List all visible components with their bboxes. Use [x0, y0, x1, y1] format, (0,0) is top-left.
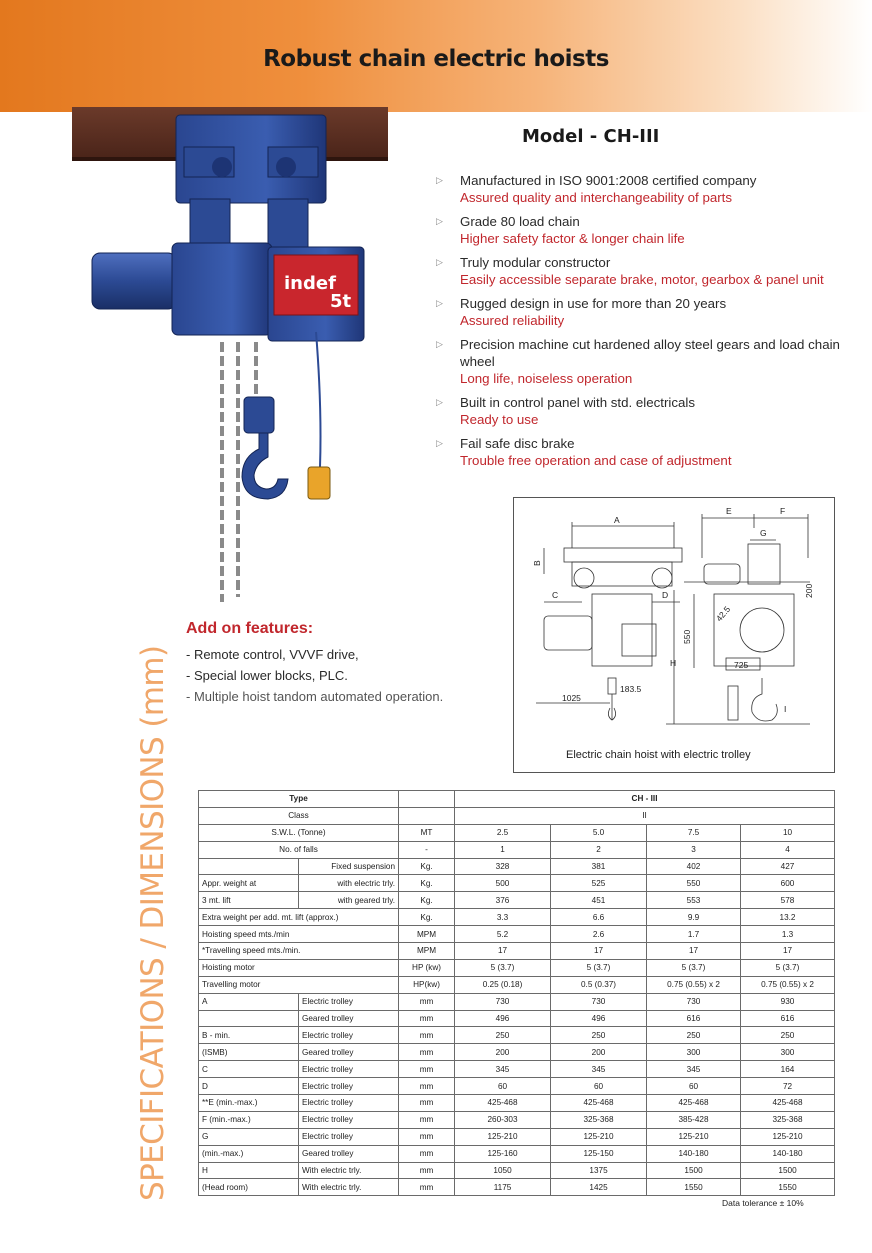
table-cell: 200	[455, 1044, 551, 1061]
table-cell: 125-210	[551, 1128, 647, 1145]
table-cell: 300	[741, 1044, 835, 1061]
table-cell: With electric trly.	[299, 1162, 399, 1179]
table-cell: **E (min.-max.)	[199, 1095, 299, 1112]
table-cell: 4	[741, 841, 835, 858]
table-cell: mm	[399, 1162, 455, 1179]
table-cell: 17	[647, 943, 741, 960]
table-cell: 616	[647, 1010, 741, 1027]
table-cell: (ISMB)	[199, 1044, 299, 1061]
table-row	[199, 824, 835, 841]
table-row	[199, 1027, 835, 1044]
feature-title: Rugged design in use for more than 20 years	[460, 296, 727, 311]
feature-benefit: Higher safety factor & longer chain life	[460, 231, 685, 246]
dim-label-c: C	[552, 590, 559, 600]
table-cell: 730	[455, 993, 551, 1010]
table-cell: 0.75 (0.55) x 2	[741, 976, 835, 993]
feature-title: Built in control panel with std. electricals	[460, 395, 696, 410]
table-cell: 930	[741, 993, 835, 1010]
table-cell: 125-160	[455, 1145, 551, 1162]
table-cell: 3.3	[455, 909, 551, 926]
table-cell: 17	[741, 943, 835, 960]
table-cell: 10	[741, 824, 835, 841]
table-cell: MT	[399, 824, 455, 841]
table-cell: 1550	[741, 1179, 835, 1196]
table-row	[199, 807, 835, 824]
feature-title: Precision machine cut hardened alloy steel gears and load chain wheel	[460, 337, 840, 369]
feature-title: Grade 80 load chain	[460, 214, 580, 229]
table-cell: -	[399, 841, 455, 858]
diagram-caption: Electric chain hoist with electric trolley	[566, 749, 751, 761]
table-cell: 125-210	[647, 1128, 741, 1145]
table-cell: Geared trolley	[299, 1010, 399, 1027]
hoist-motor	[92, 253, 176, 309]
table-cell: 17	[455, 943, 551, 960]
table-cell: 1.3	[741, 926, 835, 943]
feature-item	[434, 295, 864, 330]
table-cell: 125-210	[455, 1128, 551, 1145]
table-cell: 60	[455, 1078, 551, 1095]
table-cell: 616	[741, 1010, 835, 1027]
table-cell: Kg.	[399, 858, 455, 875]
table-cell: 3 mt. lift	[199, 892, 299, 909]
table-cell: 325-368	[741, 1111, 835, 1128]
table-cell: with geared trly.	[299, 892, 399, 909]
table-cell: 376	[455, 892, 551, 909]
table-cell: (min.-max.)	[199, 1145, 299, 1162]
dimension-diagram	[513, 497, 835, 773]
feature-benefit: Ready to use	[460, 412, 539, 427]
table-cell: mm	[399, 1061, 455, 1078]
table-cell: 1.7	[647, 926, 741, 943]
table-cell: 425-468	[551, 1095, 647, 1112]
table-cell: 496	[455, 1010, 551, 1027]
table-cell: 325-368	[551, 1111, 647, 1128]
table-cell: 381	[551, 858, 647, 875]
table-cell: mm	[399, 1128, 455, 1145]
table-row	[199, 1010, 835, 1027]
specifications-table	[198, 790, 835, 1196]
table-row	[199, 892, 835, 909]
table-row	[199, 1145, 835, 1162]
table-cell: 578	[741, 892, 835, 909]
table-cell: Type	[199, 791, 399, 808]
table-cell: Electric trolley	[299, 1095, 399, 1112]
table-cell: 9.9	[647, 909, 741, 926]
hoist-drawing	[514, 498, 834, 772]
table-cell: Electric trolley	[299, 1078, 399, 1095]
table-cell: 0.75 (0.55) x 2	[647, 976, 741, 993]
table-cell: 730	[551, 993, 647, 1010]
table-cell: With electric trly.	[299, 1179, 399, 1196]
hook	[242, 433, 288, 499]
table-cell: 328	[455, 858, 551, 875]
triangle-bullet-icon: ▷	[436, 339, 443, 349]
feature-item	[434, 213, 864, 248]
table-cell: *Travelling speed mts./min.	[199, 943, 399, 960]
feature-item	[434, 336, 864, 388]
add-on-list	[186, 644, 506, 707]
add-on-features	[186, 620, 506, 707]
table-cell: F (min.-max.)	[199, 1111, 299, 1128]
table-cell: mm	[399, 993, 455, 1010]
table-cell: 250	[647, 1027, 741, 1044]
table-cell: HP(kw)	[399, 976, 455, 993]
table-cell: 5 (3.7)	[647, 959, 741, 976]
table-cell: (Head room)	[199, 1179, 299, 1196]
table-cell	[399, 807, 455, 824]
table-cell: 5 (3.7)	[741, 959, 835, 976]
dim-550: 550	[682, 629, 692, 644]
dim-label-b: B	[532, 560, 542, 566]
table-cell: 60	[551, 1078, 647, 1095]
model-title: Model - CH-III	[522, 126, 660, 147]
pendant-control	[308, 467, 330, 499]
table-cell: 2.6	[551, 926, 647, 943]
triangle-bullet-icon: ▷	[436, 438, 443, 448]
table-row	[199, 926, 835, 943]
table-cell: 250	[455, 1027, 551, 1044]
table-row	[199, 993, 835, 1010]
add-on-heading: Add on features:	[186, 620, 314, 637]
table-cell: 345	[455, 1061, 551, 1078]
table-cell: 425-468	[455, 1095, 551, 1112]
table-cell: 164	[741, 1061, 835, 1078]
table-cell: S.W.L. (Tonne)	[199, 824, 399, 841]
table-cell: mm	[399, 1095, 455, 1112]
triangle-bullet-icon: ▷	[436, 257, 443, 267]
table-cell: 427	[741, 858, 835, 875]
table-row	[199, 943, 835, 960]
table-cell: Electric trolley	[299, 1128, 399, 1145]
table-cell: mm	[399, 1027, 455, 1044]
dim-label-g: G	[760, 528, 767, 538]
table-cell: 525	[551, 875, 647, 892]
table-cell: 1050	[455, 1162, 551, 1179]
table-row	[199, 1078, 835, 1095]
table-cell: with electric trly.	[299, 875, 399, 892]
table-cell: II	[455, 807, 835, 824]
product-image	[72, 107, 388, 607]
table-cell: 300	[647, 1044, 741, 1061]
triangle-bullet-icon: ▷	[436, 397, 443, 407]
feature-item	[434, 172, 864, 207]
dim-label-a: A	[614, 515, 620, 525]
chain-hoist-illustration	[72, 107, 388, 607]
add-on-item: - Special lower blocks, PLC.	[186, 668, 348, 683]
table-cell: 500	[455, 875, 551, 892]
triangle-bullet-icon: ▷	[436, 175, 443, 185]
table-cell: 7.5	[647, 824, 741, 841]
table-cell: mm	[399, 1010, 455, 1027]
feature-item	[434, 254, 864, 289]
table-cell: Class	[199, 807, 399, 824]
dim-725: 725	[734, 660, 749, 670]
table-row	[199, 841, 835, 858]
table-cell: 425-468	[647, 1095, 741, 1112]
table-cell: Appr. weight at	[199, 875, 299, 892]
table-cell: MPM	[399, 943, 455, 960]
table-cell: 1425	[551, 1179, 647, 1196]
spec-side-title: SPECIFICATIONS / DIMENSIONS (mm)	[135, 645, 171, 1201]
add-on-item: - Multiple hoist tandom automated operation.	[186, 689, 444, 704]
table-cell: Hoisting motor	[199, 959, 399, 976]
feature-list	[434, 172, 864, 476]
table-cell: Extra weight per add. mt. lift (approx.)	[199, 909, 399, 926]
table-cell: 553	[647, 892, 741, 909]
table-cell: 550	[647, 875, 741, 892]
table-cell: 250	[551, 1027, 647, 1044]
table-cell: 17	[551, 943, 647, 960]
table-cell: 1500	[647, 1162, 741, 1179]
table-cell: 5.2	[455, 926, 551, 943]
table-cell: 1550	[647, 1179, 741, 1196]
dim-label-e: E	[726, 506, 732, 516]
table-row	[199, 959, 835, 976]
table-row	[199, 1179, 835, 1196]
table-cell: Electric trolley	[299, 1111, 399, 1128]
table-row	[199, 1061, 835, 1078]
feature-benefit: Trouble free operation and case of adjustment	[460, 453, 732, 468]
table-cell: 3	[647, 841, 741, 858]
dim-183: 183.5	[620, 684, 642, 694]
table-row	[199, 1111, 835, 1128]
table-cell: 72	[741, 1078, 835, 1095]
table-cell: 1175	[455, 1179, 551, 1196]
table-cell: mm	[399, 1044, 455, 1061]
table-cell: Kg.	[399, 892, 455, 909]
capacity-label: 5t	[330, 291, 352, 312]
feature-item	[434, 394, 864, 429]
table-cell: A	[199, 993, 299, 1010]
table-cell: Electric trolley	[299, 1027, 399, 1044]
table-row	[199, 1044, 835, 1061]
table-cell: Kg.	[399, 875, 455, 892]
feature-item	[434, 435, 864, 470]
bottom-block	[244, 397, 274, 433]
table-cell: Travelling motor	[199, 976, 399, 993]
table-row	[199, 875, 835, 892]
table-cell: 385-428	[647, 1111, 741, 1128]
table-cell: 5 (3.7)	[551, 959, 647, 976]
table-row	[199, 858, 835, 875]
dim-label-d: D	[662, 590, 669, 600]
table-cell	[399, 791, 455, 808]
dim-label-f: F	[780, 506, 786, 516]
table-cell: 345	[647, 1061, 741, 1078]
data-tolerance-note: Data tolerance ± 10%	[722, 1198, 804, 1208]
table-cell: 402	[647, 858, 741, 875]
table-row	[199, 976, 835, 993]
triangle-bullet-icon: ▷	[436, 216, 443, 226]
feature-benefit: Easily accessible separate brake, motor, gearbox & panel unit	[460, 272, 824, 287]
feature-title: Truly modular constructor	[460, 255, 611, 270]
dim-label-i: I	[784, 704, 787, 714]
table-row	[199, 1162, 835, 1179]
table-cell: 600	[741, 875, 835, 892]
table-cell: Geared trolley	[299, 1145, 399, 1162]
table-cell: 451	[551, 892, 647, 909]
dim-label-h: H	[670, 658, 677, 668]
feature-title: Manufactured in ISO 9001:2008 certified company	[460, 173, 757, 188]
table-cell: 0.5 (0.37)	[551, 976, 647, 993]
table-cell: MPM	[399, 926, 455, 943]
table-cell: G	[199, 1128, 299, 1145]
gearbox	[172, 243, 272, 335]
table-cell: 2	[551, 841, 647, 858]
table-cell: C	[199, 1061, 299, 1078]
table-cell: Kg.	[399, 909, 455, 926]
table-cell: 60	[647, 1078, 741, 1095]
table-cell: mm	[399, 1078, 455, 1095]
table-cell: Geared trolley	[299, 1044, 399, 1061]
table-row	[199, 909, 835, 926]
table-cell: 730	[647, 993, 741, 1010]
feature-benefit: Assured quality and interchangeability of parts	[460, 190, 733, 205]
brand-logo: indef	[284, 273, 336, 294]
table-cell: H	[199, 1162, 299, 1179]
table-cell: HP (kw)	[399, 959, 455, 976]
table-cell: 260-303	[455, 1111, 551, 1128]
table-cell: 5 (3.7)	[455, 959, 551, 976]
table-cell: 125-210	[741, 1128, 835, 1145]
table-cell: D	[199, 1078, 299, 1095]
dim-42: 42.5	[713, 604, 733, 624]
table-cell: 345	[551, 1061, 647, 1078]
table-cell: 6.6	[551, 909, 647, 926]
feature-title: Fail safe disc brake	[460, 436, 575, 451]
table-row	[199, 1128, 835, 1145]
table-cell: 140-180	[741, 1145, 835, 1162]
table-cell: 200	[551, 1044, 647, 1061]
table-row	[199, 791, 835, 808]
page-title: Robust chain electric hoists	[263, 46, 609, 72]
table-cell: Hoisting speed mts./min	[199, 926, 399, 943]
feature-benefit: Assured reliability	[460, 313, 565, 328]
table-cell: 5.0	[551, 824, 647, 841]
table-cell: Electric trolley	[299, 993, 399, 1010]
table-cell	[199, 858, 299, 875]
feature-benefit: Long life, noiseless operation	[460, 371, 633, 386]
triangle-bullet-icon: ▷	[436, 298, 443, 308]
table-cell: mm	[399, 1145, 455, 1162]
dim-1025: 1025	[562, 693, 581, 703]
add-on-item: - Remote control, VVVF drive,	[186, 647, 359, 662]
table-cell: 13.2	[741, 909, 835, 926]
table-cell: 1500	[741, 1162, 835, 1179]
table-cell: 425-468	[741, 1095, 835, 1112]
table-cell: Fixed suspension	[299, 858, 399, 875]
table-cell: 1	[455, 841, 551, 858]
table-cell: mm	[399, 1111, 455, 1128]
table-row	[199, 1095, 835, 1112]
table-cell: 2.5	[455, 824, 551, 841]
table-cell: 250	[741, 1027, 835, 1044]
table-cell: CH - III	[455, 791, 835, 808]
table-cell: 0.25 (0.18)	[455, 976, 551, 993]
table-cell: mm	[399, 1179, 455, 1196]
table-cell: B - min.	[199, 1027, 299, 1044]
table-cell: Electric trolley	[299, 1061, 399, 1078]
table-cell: 496	[551, 1010, 647, 1027]
table-cell	[199, 1010, 299, 1027]
table-cell: No. of falls	[199, 841, 399, 858]
dim-200: 200	[804, 583, 814, 598]
table-cell: 125-150	[551, 1145, 647, 1162]
table-cell: 1375	[551, 1162, 647, 1179]
table-cell: 140-180	[647, 1145, 741, 1162]
